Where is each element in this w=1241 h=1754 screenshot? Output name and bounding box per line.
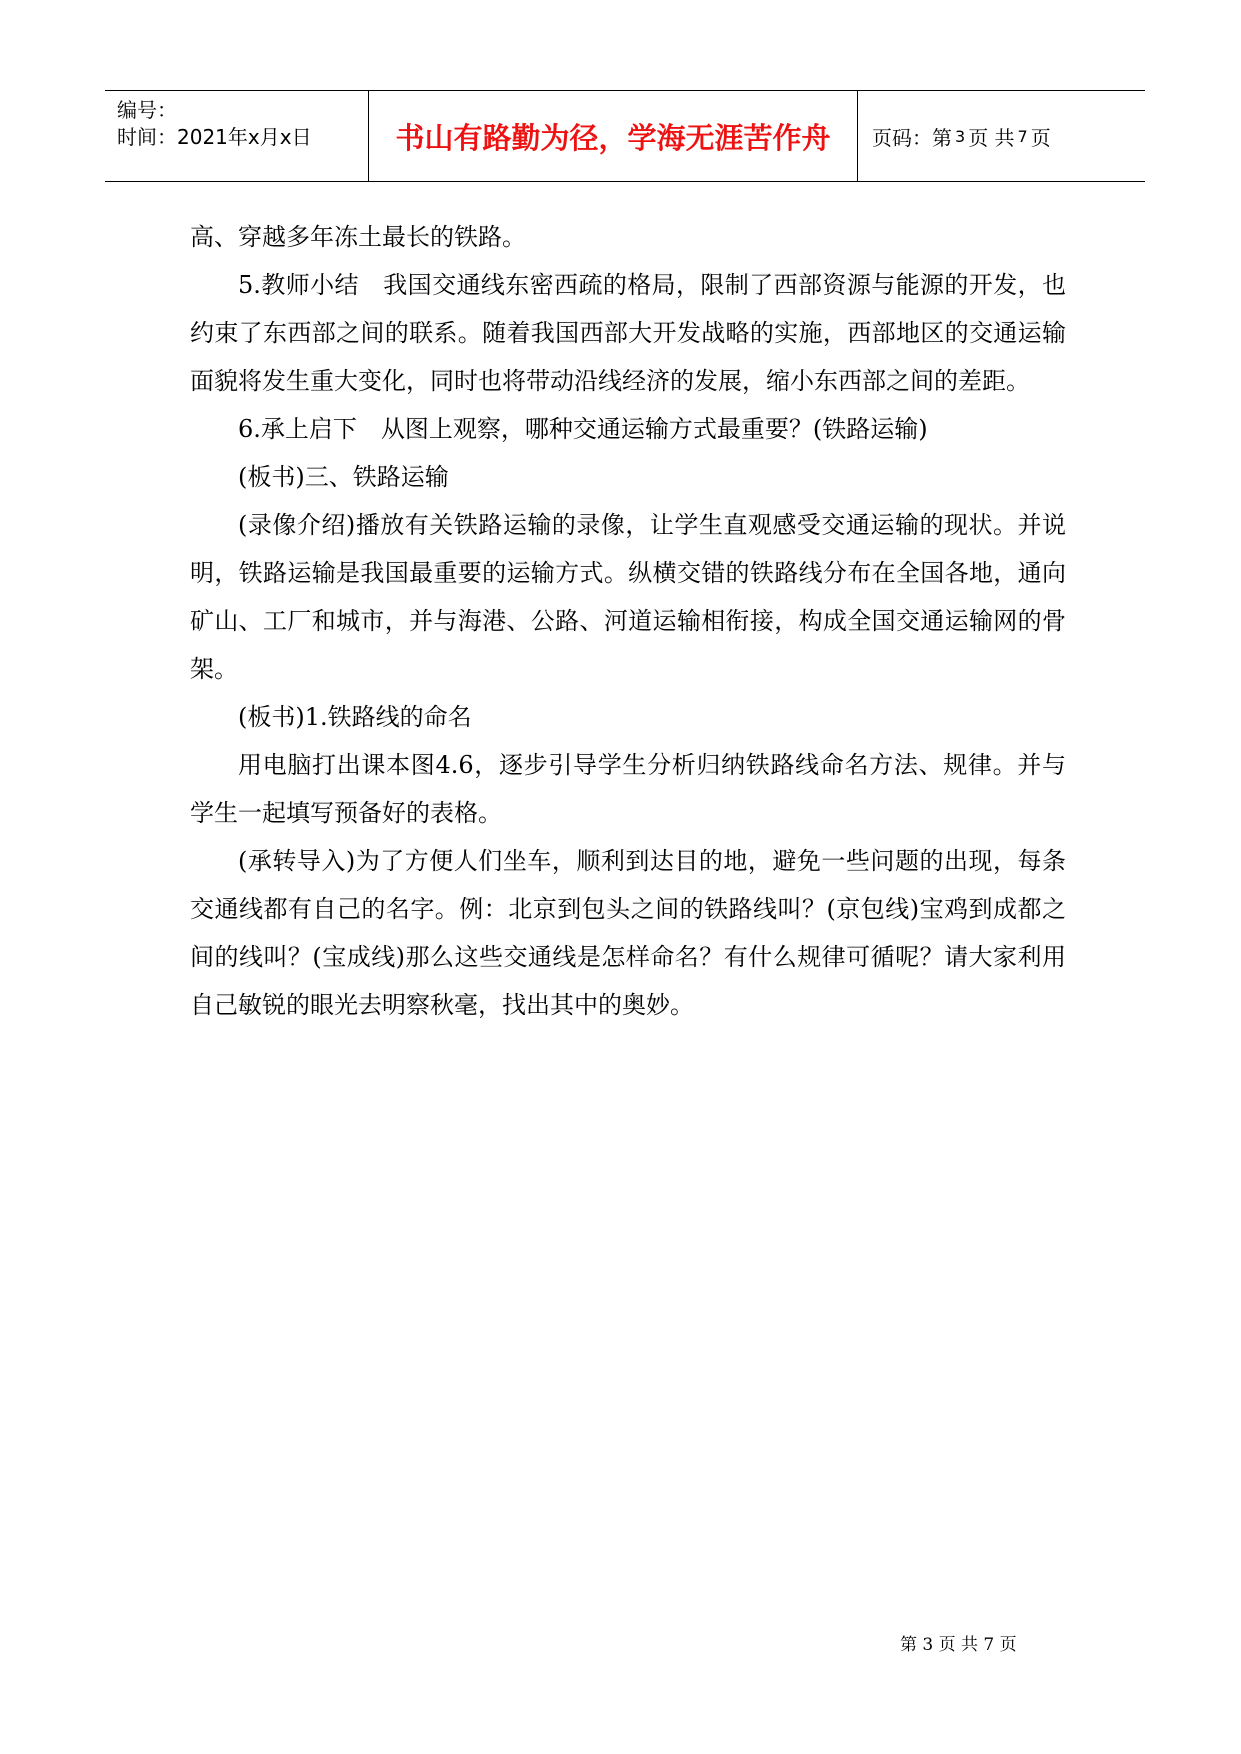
number-label: 编号： (117, 98, 177, 122)
header-motto: 书山有路勤为径，学海无涯苦作舟 (369, 91, 858, 181)
document-header (105, 90, 1145, 182)
header-page-info (858, 91, 1145, 181)
page-mid: 页 共 (968, 125, 1015, 150)
paragraph-continuation: 高、穿越多年冻土最长的铁路。 (190, 223, 526, 251)
time-label: 时间：2021年x月x日 (117, 125, 312, 149)
page-footer: 第 3 页 共 7 页 (900, 1635, 1017, 1655)
paragraph-teacher-summary: 5.教师小结 我国交通线东密西疏的格局，限制了西部资源与能源的开发，也约束了东西部之间的联系。随着我国西部大开发战略的实施，西部地区的交通运输面貌将发生重大变化，同时也将带动沿线经济的发展，缩小东西部之间的差距。 (190, 271, 1066, 395)
document-body (190, 213, 1066, 1029)
paragraph-lead-in: (承转导入)为了方便人们坐车，顺利到达目的地，避免一些问题的出现，每条交通线都有自己的名字。例：北京到包头之间的铁路线叫？(京包线)宝鸡到成都之间的线叫？(宝成线)那么这些交通线是怎样命名？有什么规律可循呢？请大家利用自己敏锐的眼光去明察秋毫，找出其中的奥妙。 (190, 847, 1066, 1019)
paragraph-board-heading: (板书)三、铁路运输 (238, 463, 449, 491)
page-total: 7 (1017, 126, 1028, 146)
paragraph-transition: 6.承上启下 从图上观察，哪种交通运输方式最重要？(铁路运输) (238, 415, 928, 443)
page-suffix: 页 (1030, 125, 1051, 150)
paragraph-video-intro: (录像介绍)播放有关铁路运输的录像，让学生直观感受交通运输的现状。并说明，铁路运输是我国最重要的运输方式。纵横交错的铁路线分布在全国各地，通向矿山、工厂和城市，并与海港、公路、河道运输相衔接，构成全国交通运输网的骨架。 (190, 511, 1066, 683)
page-prefix: 页码：第 (872, 125, 952, 150)
paragraph-computer-demo: 用电脑打出课本图4.6，逐步引导学生分析归纳铁路线命名方法、规律。并与学生一起填写预备好的表格。 (190, 751, 1066, 827)
page-current: 3 (955, 126, 966, 146)
header-meta-cell (105, 91, 369, 181)
paragraph-board-subheading: (板书)1.铁路线的命名 (238, 703, 472, 731)
